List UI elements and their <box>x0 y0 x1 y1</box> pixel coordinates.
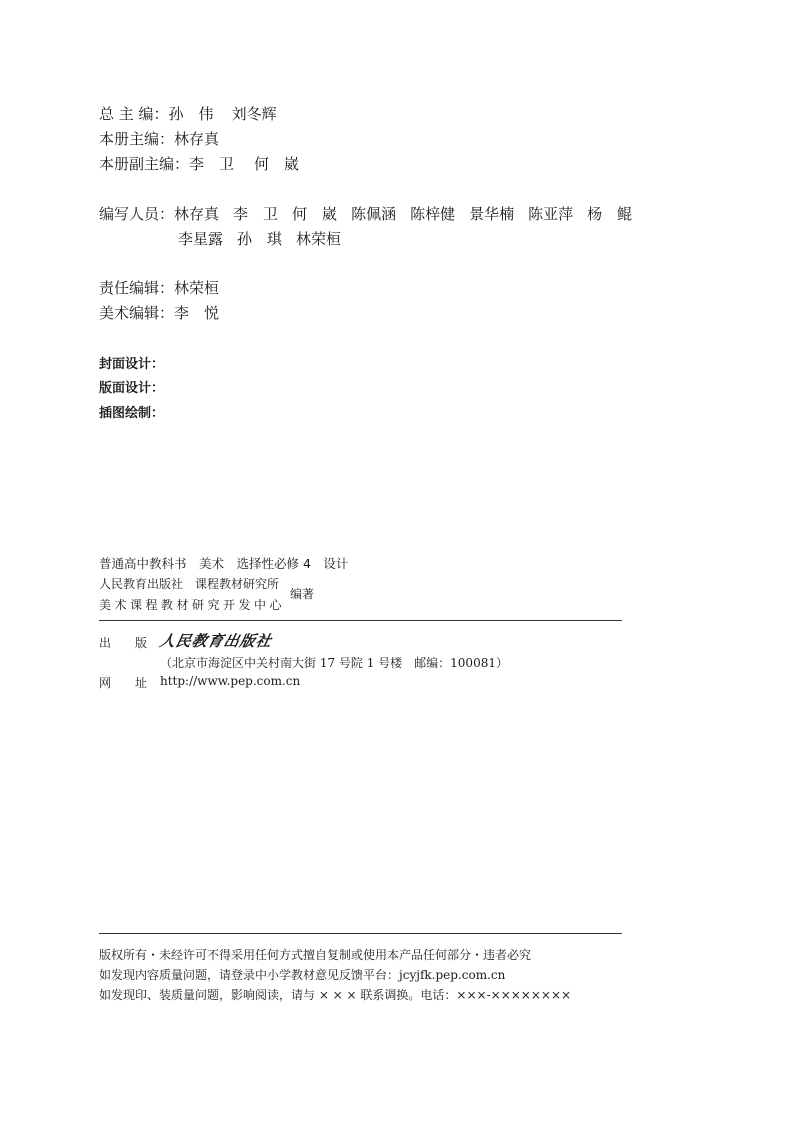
writers-row <box>99 203 646 224</box>
writer-name: 陈梓健 <box>410 205 456 223</box>
website-label: 网 址 <box>99 676 148 690</box>
responsible-editor-label: 责任编辑： <box>99 279 175 297</box>
divider-top <box>99 620 622 621</box>
chief-editor-row <box>99 103 277 124</box>
writers-names-line-1 <box>174 205 646 223</box>
volume-editor-row <box>99 128 219 149</box>
responsible-editor-name: 林荣桓 <box>174 279 220 297</box>
divider-bottom <box>99 933 622 934</box>
writer-name: 陈亚萍 <box>528 205 574 223</box>
art-editor-row <box>99 302 219 323</box>
writers-label: 编写人员： <box>99 205 175 223</box>
art-editor-name: 李 悦 <box>174 304 220 322</box>
volume-editor-name: 林存真 <box>174 130 220 148</box>
writer-name: 孙 琪 <box>237 230 283 248</box>
chief-editor-name-1: 孙 伟 <box>168 105 214 123</box>
art-editor-label: 美术编辑： <box>99 304 175 322</box>
publisher-name: 人民教育出版社 <box>157 632 274 650</box>
writer-name: 林荣桓 <box>296 230 342 248</box>
copyright-notice: 版权所有・未经许可不得采用任何方式擅自复制或使用本产品任何部分・违者必究 <box>99 948 532 962</box>
deputy-editor-name-1: 李 卫 <box>189 155 235 173</box>
writer-name: 陈佩涵 <box>351 205 397 223</box>
writer-name: 李星露 <box>178 230 224 248</box>
layout-design-label: 版面设计： <box>99 381 165 396</box>
publisher-label: 出 版 <box>99 636 148 650</box>
chief-editor-label: 总 主 编： <box>99 105 169 123</box>
compiled-label: 编著 <box>290 587 315 601</box>
publisher-logo <box>157 630 274 651</box>
writer-name: 林存真 <box>174 205 220 223</box>
website-url: http://www.pep.com.cn <box>160 674 301 688</box>
responsible-editor-row <box>99 277 219 298</box>
writers-names-line-2 <box>178 228 355 249</box>
book-title: 普通高中教科书 美术 选择性必修 4 设计 <box>99 556 349 571</box>
deputy-editor-label: 本册副主编： <box>99 155 190 173</box>
compiler-line-1: 人民教育出版社 课程教材研究所 <box>99 577 280 591</box>
compiler-line-2: 美术课程教材研究开发中心 <box>99 598 286 612</box>
deputy-editor-row <box>99 153 299 174</box>
chief-editor-name-2: 刘冬辉 <box>231 105 277 123</box>
feedback-notice: 如发现内容质量问题，请登录中小学教材意见反馈平台：jcyjfk.pep.com.cn <box>99 968 506 982</box>
writer-name: 景华楠 <box>469 205 515 223</box>
volume-editor-label: 本册主编： <box>99 130 175 148</box>
writer-name: 杨 鲲 <box>587 205 633 223</box>
writer-name: 李 卫 <box>233 205 279 223</box>
publisher-address: （北京市海淀区中关村南大街 17 号院 1 号楼 邮编：100081） <box>160 656 508 670</box>
illustration-label: 插图绘制： <box>99 406 165 421</box>
deputy-editor-name-2: 何 崴 <box>254 155 300 173</box>
cover-design-label: 封面设计： <box>99 357 165 372</box>
writer-name: 何 崴 <box>292 205 338 223</box>
quality-notice: 如发现印、装质量问题，影响阅读，请与 × × × 联系调换。电话：×××-×××××××× <box>99 988 572 1002</box>
